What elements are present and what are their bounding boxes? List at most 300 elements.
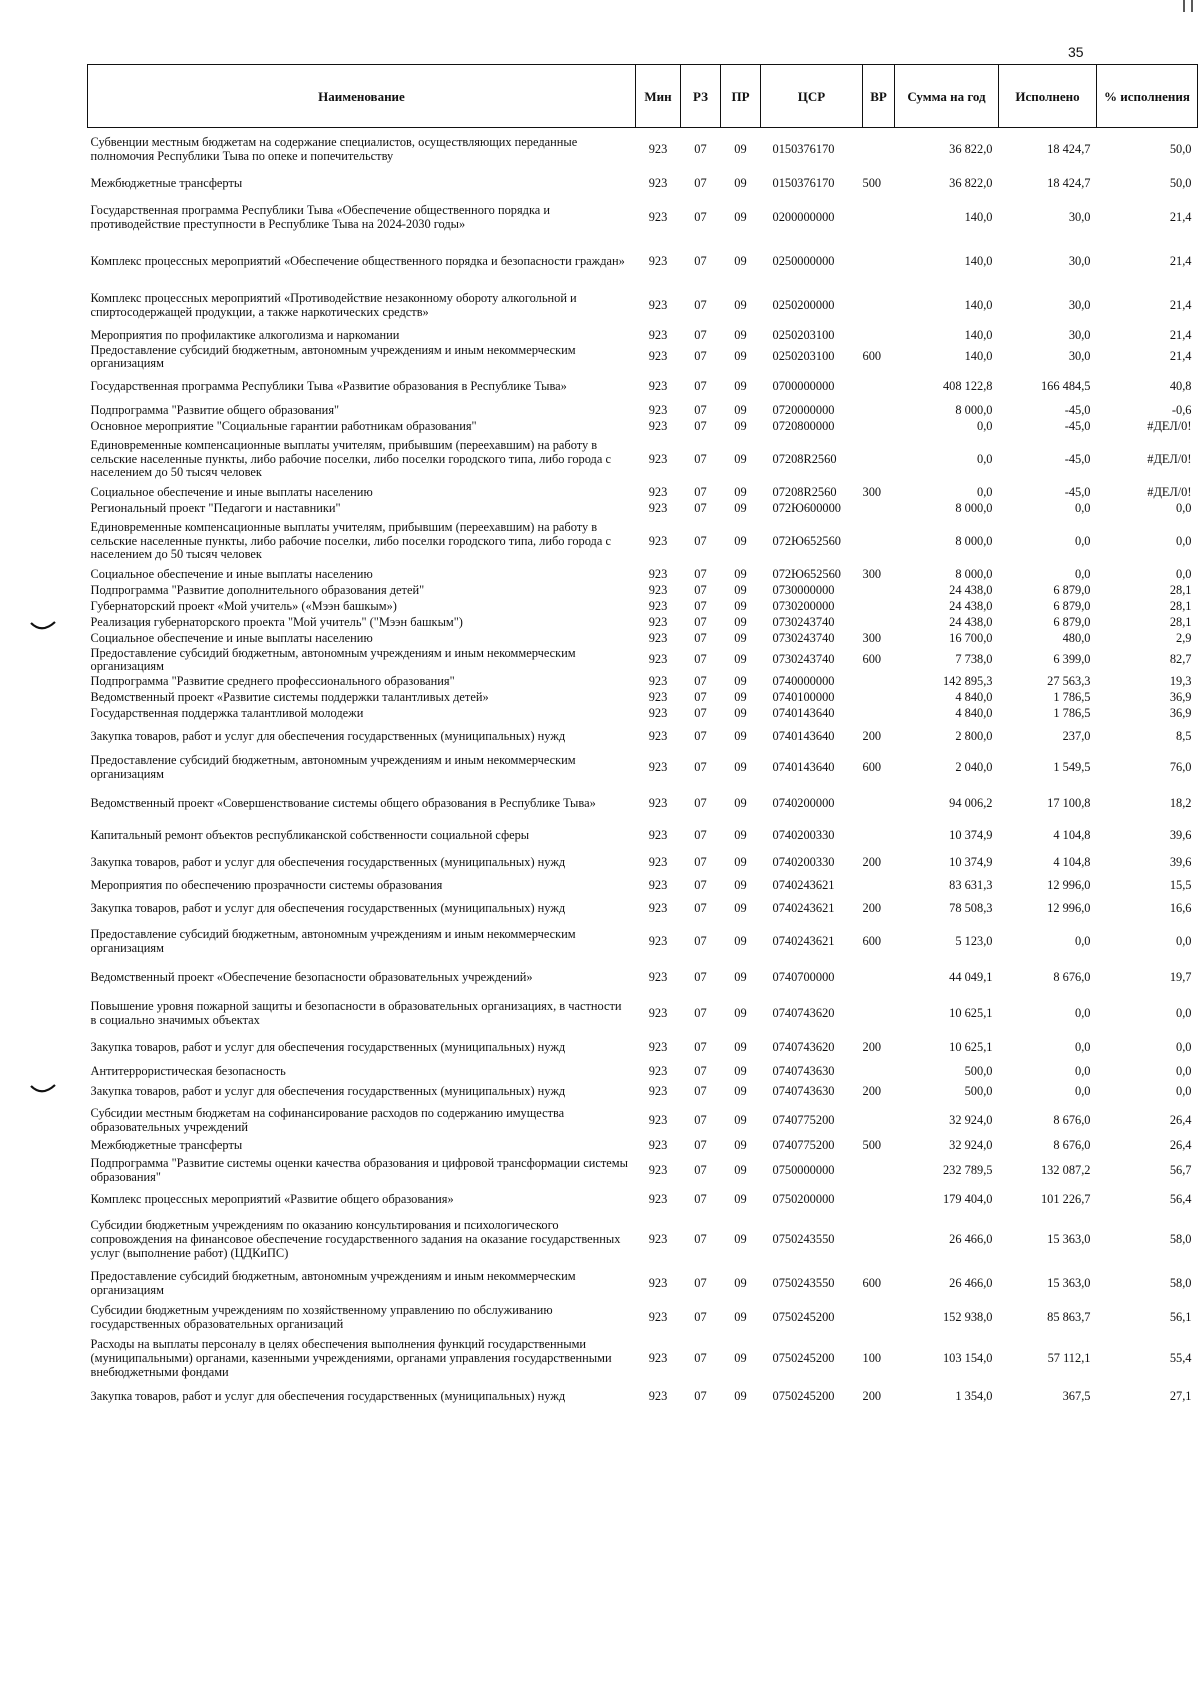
row-sum: 179 404,0 (942, 1192, 993, 1207)
row-executed: 0,0 (1075, 500, 1091, 515)
row-rz: 07 (694, 1084, 707, 1099)
row-rz: 07 (694, 796, 707, 811)
table-row (88, 284, 1198, 328)
table-row (88, 328, 1198, 344)
row-min: 923 (648, 1232, 668, 1247)
row-vr: 200 (862, 855, 882, 870)
row-sum: 36 822,0 (949, 175, 993, 190)
row-sum: 1 354,0 (955, 1389, 993, 1404)
row-pr: 09 (734, 327, 747, 342)
row-executed: 4 104,8 (1053, 828, 1091, 843)
row-sum: 0,0 (977, 484, 993, 499)
row-rz: 07 (694, 141, 707, 156)
header-min: Мин (636, 65, 681, 128)
row-sum: 0,0 (977, 418, 993, 433)
row-percent: 0,0 (1176, 533, 1192, 548)
row-pr: 09 (734, 378, 747, 393)
row-executed: 12 996,0 (1047, 878, 1091, 893)
table-row (88, 419, 1198, 435)
row-rz: 07 (694, 451, 707, 466)
row-rz: 07 (694, 652, 707, 667)
row-name: Закупка товаров, работ и услуг для обеспечения государственных (муниципальных) нужд (90, 901, 566, 916)
row-executed: 6 879,0 (1053, 614, 1091, 629)
row-executed: 0,0 (1075, 934, 1091, 949)
row-vr: 200 (862, 1389, 882, 1404)
row-csr: 0740200330 (772, 855, 835, 870)
row-executed: 0,0 (1075, 1064, 1091, 1079)
row-percent: 8,5 (1176, 729, 1192, 744)
row-vr (863, 706, 895, 722)
table-row (88, 878, 1198, 894)
row-sum: 78 508,3 (949, 901, 993, 916)
table-row (88, 848, 1198, 878)
table-row (88, 1212, 1198, 1268)
row-min: 923 (648, 1040, 668, 1055)
row-vr (863, 1300, 895, 1336)
row-csr: 0740000000 (772, 674, 835, 689)
row-sum: 140,0 (964, 253, 993, 268)
table-row (88, 690, 1198, 706)
row-executed: 17 100,8 (1047, 796, 1091, 811)
row-csr: 0730243740 (772, 614, 835, 629)
row-executed: 0,0 (1075, 1084, 1091, 1099)
row-percent: 0,0 (1176, 500, 1192, 515)
table-row (88, 615, 1198, 631)
row-vr (863, 1064, 895, 1080)
row-name: Государственная программа Республики Тыва «Развитие образования в Республике Тыва» (90, 378, 567, 393)
row-rz: 07 (694, 484, 707, 499)
row-sum: 94 006,2 (949, 796, 993, 811)
row-csr: 072Ю652560 (772, 533, 841, 548)
row-percent: 21,4 (1169, 209, 1192, 224)
row-sum: 8 000,0 (955, 566, 993, 581)
row-executed: 30,0 (1068, 209, 1091, 224)
row-csr: 0740743620 (772, 1006, 835, 1021)
row-sum: 32 924,0 (949, 1113, 993, 1128)
row-sum: 103 154,0 (942, 1351, 993, 1366)
row-name: Мероприятия по обеспечению прозрачности системы образования (90, 878, 443, 893)
row-vr: 300 (862, 630, 882, 645)
row-csr: 0730243740 (772, 652, 835, 667)
row-rz: 07 (694, 630, 707, 645)
row-name: Комплекс процессных мероприятий «Развитие общего образования» (90, 1192, 454, 1207)
row-csr: 07208R2560 (772, 484, 837, 499)
row-percent: 0,0 (1176, 1084, 1192, 1099)
row-vr: 100 (862, 1351, 882, 1366)
row-pr: 09 (734, 878, 747, 893)
row-sum: 0,0 (977, 451, 993, 466)
row-csr: 0740100000 (772, 690, 835, 705)
table-header (88, 65, 1198, 128)
row-csr: 0750245200 (772, 1351, 835, 1366)
row-executed: 6 399,0 (1053, 652, 1091, 667)
row-min: 923 (648, 1084, 668, 1099)
row-pr: 09 (734, 690, 747, 705)
row-name: Закупка товаров, работ и услуг для обеспечения государственных (муниципальных) нужд (90, 855, 566, 870)
row-csr: 0250203100 (772, 327, 835, 342)
row-pr: 09 (734, 706, 747, 721)
row-executed: 18 424,7 (1047, 141, 1091, 156)
row-csr: 0740775200 (772, 1138, 835, 1153)
row-rz: 07 (694, 418, 707, 433)
row-percent: 50,0 (1169, 175, 1192, 190)
row-percent: 39,6 (1169, 855, 1192, 870)
row-min: 923 (648, 1389, 668, 1404)
row-sum: 408 122,8 (942, 378, 993, 393)
row-rz: 07 (694, 1006, 707, 1021)
row-vr (863, 690, 895, 706)
row-rz: 07 (694, 855, 707, 870)
row-rz: 07 (694, 598, 707, 613)
row-percent: 2,9 (1176, 630, 1192, 645)
table-row (88, 599, 1198, 615)
row-vr (863, 599, 895, 615)
row-executed: 4 104,8 (1053, 855, 1091, 870)
row-min: 923 (648, 1310, 668, 1325)
row-percent: 58,0 (1169, 1276, 1192, 1291)
row-rz: 07 (694, 378, 707, 393)
table-row (88, 583, 1198, 599)
row-min: 923 (648, 500, 668, 515)
table-row (88, 1382, 1198, 1412)
row-executed: 12 996,0 (1047, 901, 1091, 916)
row-rz: 07 (694, 1040, 707, 1055)
row-csr: 0740243621 (772, 934, 835, 949)
row-percent: 0,0 (1176, 1064, 1192, 1079)
row-vr: 600 (862, 349, 882, 364)
row-sum: 140,0 (964, 327, 993, 342)
row-min: 923 (648, 729, 668, 744)
row-pr: 09 (734, 1276, 747, 1291)
row-rz: 07 (694, 674, 707, 689)
row-min: 923 (648, 327, 668, 342)
row-min: 923 (648, 378, 668, 393)
row-min: 923 (648, 970, 668, 985)
row-csr: 0750000000 (772, 1163, 835, 1178)
row-name: Предоставление субсидий бюджетным, автономным учреждениям и иным некоммерческим организациям (90, 753, 576, 781)
row-executed: -45,0 (1064, 451, 1091, 466)
row-percent: 82,7 (1169, 652, 1192, 667)
row-pr: 09 (734, 1064, 747, 1079)
row-csr: 0730000000 (772, 582, 835, 597)
row-sum: 500,0 (964, 1084, 993, 1099)
row-executed: 15 363,0 (1047, 1232, 1091, 1247)
row-pr: 09 (734, 1113, 747, 1128)
page-number: 35 (1068, 44, 1084, 60)
row-csr: 0150376170 (772, 175, 835, 190)
row-pr: 09 (734, 729, 747, 744)
row-csr: 0740200000 (772, 796, 835, 811)
row-executed: 30,0 (1068, 327, 1091, 342)
row-rz: 07 (694, 1113, 707, 1128)
row-pr: 09 (734, 630, 747, 645)
row-executed: 237,0 (1062, 729, 1091, 744)
row-sum: 232 789,5 (942, 1163, 993, 1178)
row-sum: 83 631,3 (949, 878, 993, 893)
table-row (88, 344, 1198, 371)
row-vr (863, 419, 895, 435)
table-row (88, 403, 1198, 419)
row-executed: 0,0 (1075, 1040, 1091, 1055)
row-min: 923 (648, 141, 668, 156)
row-min: 923 (648, 418, 668, 433)
row-percent: 28,1 (1169, 582, 1192, 597)
row-rz: 07 (694, 1276, 707, 1291)
header-rz: РЗ (681, 65, 721, 128)
row-csr: 0740143640 (772, 729, 835, 744)
row-executed: 57 112,1 (1047, 1351, 1091, 1366)
row-rz: 07 (694, 297, 707, 312)
row-percent: #ДЕЛ/0! (1147, 418, 1192, 433)
row-vr: 300 (862, 484, 882, 499)
row-min: 923 (648, 451, 668, 466)
row-executed: 8 676,0 (1053, 1138, 1091, 1153)
row-pr: 09 (734, 1232, 747, 1247)
row-name: Социальное обеспечение и иные выплаты населению (90, 484, 373, 499)
row-vr (863, 517, 895, 567)
header-percent: % исполнения (1097, 65, 1198, 128)
row-percent: 21,4 (1169, 327, 1192, 342)
row-percent: 0,0 (1176, 1006, 1192, 1021)
row-min: 923 (648, 297, 668, 312)
table-row (88, 1104, 1198, 1138)
row-name: Ведомственный проект «Обеспечение безопасности образовательных учреждений» (90, 970, 533, 985)
table-row (88, 196, 1198, 240)
row-min: 923 (648, 582, 668, 597)
row-min: 923 (648, 1351, 668, 1366)
row-min: 923 (648, 828, 668, 843)
table-row (88, 1336, 1198, 1382)
row-percent: 39,6 (1169, 828, 1192, 843)
row-rz: 07 (694, 209, 707, 224)
row-pr: 09 (734, 1310, 747, 1325)
row-executed: 18 424,7 (1047, 175, 1091, 190)
row-rz: 07 (694, 175, 707, 190)
row-executed: 1 549,5 (1053, 760, 1091, 775)
row-executed: -45,0 (1064, 418, 1091, 433)
row-rz: 07 (694, 1064, 707, 1079)
table-row (88, 824, 1198, 848)
row-csr: 0740743630 (772, 1064, 835, 1079)
row-min: 923 (648, 855, 668, 870)
row-sum: 4 840,0 (955, 706, 993, 721)
row-pr: 09 (734, 1389, 747, 1404)
row-name: Закупка товаров, работ и услуг для обеспечения государственных (муниципальных) нужд (90, 1040, 566, 1055)
row-pr: 09 (734, 901, 747, 916)
row-executed: 367,5 (1062, 1389, 1091, 1404)
row-name: Губернаторский проект «Мой учитель» («Мээн башкым») (90, 598, 397, 613)
row-name: Закупка товаров, работ и услуг для обеспечения государственных (муниципальных) нужд (90, 1084, 566, 1099)
row-name: Подпрограмма "Развитие дополнительного образования детей" (90, 582, 425, 597)
row-percent: 36,9 (1169, 690, 1192, 705)
row-name: Единовременные компенсационные выплаты учителям, прибывшим (переехавшим) на работу в сельские населенные пункты, либо рабочие поселки, либо поселки городского типа, либо города с населением до 50 тысяч человек (90, 438, 611, 480)
table-row (88, 1080, 1198, 1104)
row-name: Субсидии бюджетным учреждениям по оказанию консультирования и психологического сопровождения на финансовое обеспечение государственного задания на оказание государственных услуг (выполнение работ) (ЦДКиПС) (90, 1218, 621, 1260)
row-pr: 09 (734, 970, 747, 985)
table-row (88, 960, 1198, 996)
row-executed: 0,0 (1075, 566, 1091, 581)
row-vr: 600 (862, 760, 882, 775)
row-percent: 55,4 (1169, 1351, 1192, 1366)
table-row (88, 706, 1198, 722)
row-sum: 10 374,9 (949, 855, 993, 870)
row-pr: 09 (734, 141, 747, 156)
row-vr: 500 (862, 175, 882, 190)
row-sum: 2 040,0 (955, 760, 993, 775)
row-min: 923 (648, 1192, 668, 1207)
row-sum: 8 000,0 (955, 533, 993, 548)
row-sum: 24 438,0 (949, 582, 993, 597)
row-percent: 76,0 (1169, 760, 1192, 775)
header-vr: ВР (863, 65, 895, 128)
row-pr: 09 (734, 1351, 747, 1366)
row-vr: 200 (862, 1040, 882, 1055)
row-min: 923 (648, 901, 668, 916)
row-name: Государственная поддержка талантливой молодежи (90, 706, 364, 721)
row-sum: 142 895,3 (942, 674, 993, 689)
row-min: 923 (648, 209, 668, 224)
row-name: Подпрограмма "Развитие системы оценки качества образования и цифровой трансформации системы образования" (90, 1156, 628, 1184)
header-name: Наименование (88, 65, 636, 128)
row-percent: #ДЕЛ/0! (1147, 451, 1192, 466)
row-min: 923 (648, 1006, 668, 1021)
budget-table-container (87, 64, 1197, 1412)
row-rz: 07 (694, 614, 707, 629)
row-vr (863, 583, 895, 599)
row-executed: 166 484,5 (1040, 378, 1091, 393)
row-sum: 5 123,0 (955, 934, 993, 949)
row-percent: 0,0 (1176, 934, 1192, 949)
row-csr: 072Ю652560 (772, 566, 841, 581)
row-vr: 500 (862, 1138, 882, 1153)
row-rz: 07 (694, 690, 707, 705)
row-executed: 30,0 (1068, 297, 1091, 312)
row-name: Реализация губернаторского проекта "Мой учитель" ("Мээн башкым") (90, 614, 463, 629)
row-sum: 10 374,9 (949, 828, 993, 843)
row-name: Мероприятия по профилактике алкоголизма и наркомании (90, 327, 400, 342)
row-sum: 44 049,1 (949, 970, 993, 985)
row-name: Предоставление субсидий бюджетным, автономным учреждениям и иным некоммерческим организациям (90, 645, 576, 674)
row-name: Социальное обеспечение и иные выплаты населению (90, 630, 373, 645)
row-executed: 1 786,5 (1053, 706, 1091, 721)
table-row (88, 1300, 1198, 1336)
row-min: 923 (648, 349, 668, 364)
row-csr: 0200000000 (772, 209, 835, 224)
row-min: 923 (648, 1163, 668, 1178)
row-rz: 07 (694, 1163, 707, 1178)
row-name: Предоставление субсидий бюджетным, автономным учреждениям и иным некоммерческим организациям (90, 1269, 576, 1297)
row-name: Предоставление субсидий бюджетным, автономным учреждениям и иным некоммерческим организациям (90, 927, 576, 955)
row-csr: 0740243621 (772, 901, 835, 916)
row-executed: -45,0 (1064, 484, 1091, 499)
row-pr: 09 (734, 674, 747, 689)
row-rz: 07 (694, 533, 707, 548)
row-name: Закупка товаров, работ и услуг для обеспечения государственных (муниципальных) нужд (90, 1389, 566, 1404)
row-csr: 07208R2560 (772, 451, 837, 466)
row-csr: 0740243621 (772, 878, 835, 893)
row-pr: 09 (734, 760, 747, 775)
row-vr: 600 (862, 934, 882, 949)
row-min: 923 (648, 796, 668, 811)
row-min: 923 (648, 760, 668, 775)
row-executed: 132 087,2 (1040, 1163, 1091, 1178)
row-min: 923 (648, 1064, 668, 1079)
row-min: 923 (648, 402, 668, 417)
row-csr: 0720800000 (772, 418, 835, 433)
row-vr (863, 371, 895, 403)
row-name: Основное мероприятие "Социальные гарантии работникам образования" (90, 418, 477, 433)
row-name: Межбюджетные трансферты (90, 175, 243, 190)
row-sum: 140,0 (964, 349, 993, 364)
row-vr (863, 878, 895, 894)
row-min: 923 (648, 652, 668, 667)
row-csr: 0750243550 (772, 1232, 835, 1247)
row-min: 923 (648, 630, 668, 645)
row-percent: 56,7 (1169, 1163, 1192, 1178)
row-percent: 15,5 (1169, 878, 1192, 893)
row-min: 923 (648, 706, 668, 721)
row-rz: 07 (694, 901, 707, 916)
row-pr: 09 (734, 598, 747, 613)
row-percent: 58,0 (1169, 1232, 1192, 1247)
table-row (88, 1032, 1198, 1064)
row-sum: 4 840,0 (955, 690, 993, 705)
row-csr: 0730243740 (772, 630, 835, 645)
row-percent: 21,4 (1169, 349, 1192, 364)
row-pr: 09 (734, 1192, 747, 1207)
row-rz: 07 (694, 253, 707, 268)
row-vr (863, 240, 895, 284)
margin-check-mark (30, 620, 56, 634)
row-executed: 8 676,0 (1053, 1113, 1091, 1128)
row-percent: 0,0 (1176, 566, 1192, 581)
row-vr (863, 403, 895, 419)
row-sum: 10 625,1 (949, 1040, 993, 1055)
row-executed: 8 676,0 (1053, 970, 1091, 985)
row-name: Социальное обеспечение и иные выплаты населению (90, 566, 373, 581)
row-sum: 24 438,0 (949, 598, 993, 613)
row-percent: 28,1 (1169, 614, 1192, 629)
row-csr: 0750245200 (772, 1389, 835, 1404)
row-percent: #ДЕЛ/0! (1147, 484, 1192, 499)
row-rz: 07 (694, 1310, 707, 1325)
row-csr: 0720000000 (772, 402, 835, 417)
row-vr (863, 284, 895, 328)
row-name: Комплекс процессных мероприятий «Обеспечение общественного порядка и безопасности граждан» (90, 253, 625, 268)
row-percent: 56,4 (1169, 1192, 1192, 1207)
row-executed: 27 563,3 (1047, 674, 1091, 689)
row-csr: 072Ю600000 (772, 500, 841, 515)
row-sum: 7 738,0 (955, 652, 993, 667)
row-pr: 09 (734, 1006, 747, 1021)
row-percent: 0,0 (1176, 1040, 1192, 1055)
header-sum: Сумма на год (895, 65, 999, 128)
row-vr (863, 824, 895, 848)
row-pr: 09 (734, 1163, 747, 1178)
row-pr: 09 (734, 566, 747, 581)
row-name: Капитальный ремонт объектов республиканской собственности социальной сферы (90, 828, 530, 843)
row-name: Субсидии местным бюджетам на софинансирование расходов по содержанию имущества образовательных учреждений (90, 1106, 565, 1134)
row-percent: 19,3 (1169, 674, 1192, 689)
row-vr (863, 1154, 895, 1188)
table-row (88, 674, 1198, 690)
row-name: Субсидии бюджетным учреждениям по хозяйственному управлению по обслуживанию государственных образовательных организаций (90, 1303, 553, 1331)
row-sum: 26 466,0 (949, 1276, 993, 1291)
table-row (88, 752, 1198, 784)
row-vr (863, 1188, 895, 1212)
row-sum: 26 466,0 (949, 1232, 993, 1247)
row-min: 923 (648, 253, 668, 268)
